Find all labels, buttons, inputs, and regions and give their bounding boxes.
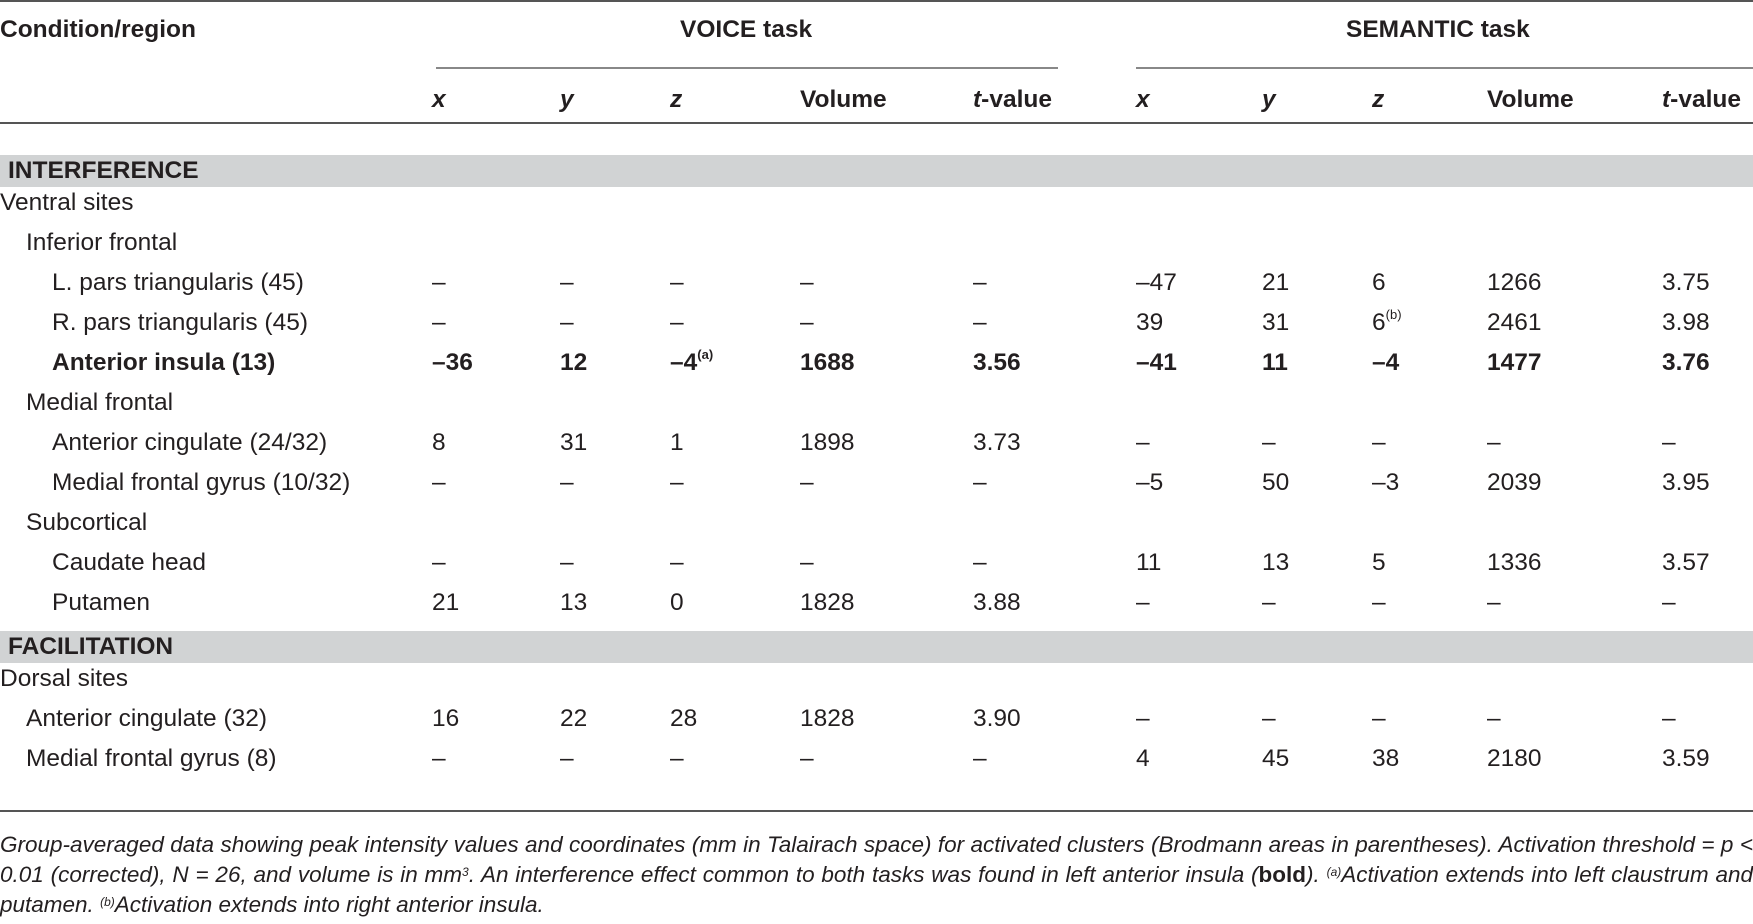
voice-cell: 3.73 — [973, 429, 1021, 456]
row-label: Anterior cingulate (32) — [26, 705, 268, 732]
voice-col-x — [432, 86, 446, 114]
semantic-cell: – — [1136, 589, 1150, 616]
semantic-cell: 3.59 — [1662, 745, 1710, 772]
semantic-col-z-italic: z — [1372, 86, 1385, 113]
semantic-col-t-value — [1662, 86, 1741, 114]
semantic-col-y-italic: y — [1262, 86, 1276, 113]
voice-cell: 3.90 — [973, 705, 1021, 732]
semantic-cell: 6$^{(b)}$ — [1372, 307, 1402, 336]
table-row — [0, 745, 1753, 785]
footnote-text-1: Group-averaged data showing peak intensity values and coordinates (mm in Talairach space) for activated clusters (Brodmann areas in parentheses). Activation threshold = p < 0.01 (corrected), N = 26, and volume is in mm — [0, 832, 1753, 887]
voice-cell: 1828 — [800, 705, 855, 732]
semantic-cell: – — [1262, 589, 1276, 616]
semantic-cell: – — [1487, 429, 1501, 456]
voice-cell: – — [432, 269, 446, 296]
voice-col-y — [560, 86, 574, 114]
bottom-rule — [0, 810, 1753, 812]
voice-task-underline — [436, 67, 1058, 69]
table-row — [0, 269, 1753, 309]
semantic-cell: –4 — [1372, 349, 1400, 376]
row-label: R. pars triangularis (45) — [52, 309, 308, 336]
voice-cell: – — [432, 309, 446, 336]
semantic-cell: 6 — [1372, 269, 1386, 296]
voice-z-footnote-mark: (a) — [697, 347, 714, 362]
voice-cell: 16 — [432, 705, 460, 732]
semantic-cell: – — [1662, 705, 1676, 732]
voice-cell: – — [432, 469, 446, 496]
semantic-cell: 11 — [1136, 549, 1162, 576]
semantic-cell: – — [1372, 705, 1386, 732]
voice-cell: – — [432, 549, 446, 576]
voice-cell: 13 — [560, 589, 588, 616]
header-rule — [0, 122, 1753, 124]
semantic-cell: 2039 — [1487, 469, 1542, 496]
semantic-cell: –3 — [1372, 469, 1400, 496]
voice-cell: – — [560, 469, 574, 496]
voice-cell: – — [800, 549, 814, 576]
table-row — [0, 389, 1753, 429]
semantic-cell: 3.57 — [1662, 549, 1710, 576]
table-row — [0, 589, 1753, 629]
row-label: Medial frontal gyrus (10/32) — [52, 469, 351, 496]
table-row — [0, 469, 1753, 509]
voice-col-t-italic: t — [973, 86, 982, 113]
semantic-col-t-italic: t — [1662, 86, 1671, 113]
table-row — [0, 665, 1753, 705]
semantic-cell: – — [1136, 429, 1150, 456]
voice-cell: – — [973, 745, 987, 772]
row-label: Anterior cingulate (24/32) — [52, 429, 328, 456]
voice-col-t-value — [973, 86, 1052, 114]
voice-cell: 28 — [670, 705, 698, 732]
voice-cell: – — [800, 745, 814, 772]
semantic-cell: – — [1372, 429, 1386, 456]
voice-cell: –36 — [432, 349, 473, 376]
voice-col-z — [670, 86, 682, 114]
row-label: Caudate head — [52, 549, 206, 576]
section-title: FACILITATION — [8, 633, 174, 660]
voice-cell: – — [432, 745, 446, 772]
semantic-cell: 3.75 — [1662, 269, 1710, 296]
semantic-col-y — [1262, 86, 1276, 114]
semantic-cell: 1266 — [1487, 269, 1542, 296]
voice-cell: – — [670, 269, 684, 296]
semantic-cell: 3.76 — [1662, 349, 1710, 376]
voice-cell: – — [560, 309, 574, 336]
semantic-cell: 4 — [1136, 745, 1150, 772]
voice-cell: 1 — [670, 429, 684, 456]
voice-cell: 3.56 — [973, 349, 1021, 376]
section-band-facilitation — [0, 631, 1753, 663]
footnote-sup-3: 3 — [462, 865, 469, 879]
semantic-cell: 5 — [1372, 549, 1386, 576]
header-semantic-task: SEMANTIC task — [1346, 16, 1530, 43]
row-label: L. pars triangularis (45) — [52, 269, 304, 296]
semantic-cell: – — [1136, 705, 1150, 732]
voice-cell: – — [973, 309, 987, 336]
semantic-cell: 1477 — [1487, 349, 1542, 376]
voice-cell: 0 — [670, 589, 684, 616]
voice-cell: –4$^{(a)}$ — [670, 347, 714, 376]
semantic-cell: 1336 — [1487, 549, 1542, 576]
semantic-cell: 21 — [1262, 269, 1290, 296]
table-row — [0, 549, 1753, 589]
semantic-task-underline — [1136, 67, 1753, 69]
row-label: Medial frontal gyrus (8) — [26, 745, 277, 772]
voice-cell: – — [560, 745, 574, 772]
voice-cell: – — [973, 549, 987, 576]
voice-col-y-italic: y — [560, 86, 574, 113]
voice-cell: – — [670, 309, 684, 336]
voice-cell: – — [560, 549, 574, 576]
row-label: Putamen — [52, 589, 151, 616]
voice-cell: 21 — [432, 589, 460, 616]
footnote-text-3: ). — [1306, 862, 1327, 887]
voice-cell: – — [800, 309, 814, 336]
table-row — [0, 189, 1753, 229]
voice-col-z-italic: z — [670, 86, 683, 113]
voice-cell: – — [670, 469, 684, 496]
voice-cell: – — [800, 269, 814, 296]
semantic-cell: – — [1487, 589, 1501, 616]
top-rule — [0, 0, 1753, 2]
semantic-z-footnote-mark: (b) — [1385, 307, 1402, 322]
semantic-cell: –41 — [1136, 349, 1177, 376]
voice-col-x-italic: x — [432, 86, 446, 113]
voice-col-volume: Volume — [800, 86, 887, 113]
row-label: Subcortical — [26, 509, 148, 536]
header-condition-region: Condition/region — [0, 16, 196, 43]
footnote-note-b: Activation extends into right anterior insula. — [114, 892, 544, 917]
semantic-cell: – — [1662, 589, 1676, 616]
semantic-cell: 11 — [1262, 349, 1288, 376]
semantic-cell: 38 — [1372, 745, 1400, 772]
voice-cell: – — [670, 745, 684, 772]
row-label: Dorsal sites — [0, 665, 128, 692]
row-label: Anterior insula (13) — [52, 349, 276, 376]
semantic-col-x — [1136, 86, 1150, 114]
voice-cell: – — [560, 269, 574, 296]
footnote-mark-b: (b) — [100, 895, 115, 909]
voice-cell: 1828 — [800, 589, 855, 616]
semantic-cell: 45 — [1262, 745, 1290, 772]
footnote-text-2: . An interference effect common to both tasks was found in left anterior insula ( — [468, 862, 1259, 887]
semantic-cell: –5 — [1136, 469, 1164, 496]
semantic-cell: 3.95 — [1662, 469, 1710, 496]
table-row — [0, 349, 1753, 389]
footnote-note-a: Activation extends into left claustrum and putamen. — [0, 862, 1753, 917]
table-footnote — [0, 830, 1753, 920]
voice-cell: 31 — [560, 429, 588, 456]
row-label: Medial frontal — [26, 389, 174, 416]
voice-cell: 1898 — [800, 429, 855, 456]
footnote-bold-word: bold — [1258, 862, 1307, 887]
semantic-cell: – — [1372, 589, 1386, 616]
header-voice-task: VOICE task — [680, 16, 813, 43]
voice-cell: – — [800, 469, 814, 496]
table-row — [0, 509, 1753, 549]
semantic-cell: – — [1262, 705, 1276, 732]
semantic-cell: 13 — [1262, 549, 1290, 576]
table-row — [0, 309, 1753, 349]
semantic-cell: 39 — [1136, 309, 1164, 336]
voice-cell: – — [973, 469, 987, 496]
voice-cell: – — [973, 269, 987, 296]
semantic-cell: – — [1262, 429, 1276, 456]
voice-cell: 8 — [432, 429, 446, 456]
semantic-col-t-suffix: -value — [1670, 86, 1741, 113]
semantic-cell: 2180 — [1487, 745, 1542, 772]
semantic-col-x-italic: x — [1136, 86, 1150, 113]
row-label: Inferior frontal — [26, 229, 178, 256]
table-row — [0, 429, 1753, 469]
semantic-cell: – — [1662, 429, 1676, 456]
section-band-interference — [0, 155, 1753, 187]
voice-cell: 22 — [560, 705, 588, 732]
voice-cell: 12 — [560, 349, 588, 376]
semantic-cell: 3.98 — [1662, 309, 1710, 336]
table-row — [0, 229, 1753, 269]
section-title: INTERFERENCE — [8, 157, 199, 184]
semantic-cell: – — [1487, 705, 1501, 732]
voice-cell: – — [670, 549, 684, 576]
table-row — [0, 705, 1753, 745]
voice-col-t-suffix: -value — [981, 86, 1052, 113]
semantic-cell: 2461 — [1487, 309, 1542, 336]
row-label: Ventral sites — [0, 189, 134, 216]
semantic-cell: –47 — [1136, 269, 1177, 296]
semantic-cell: 31 — [1262, 309, 1290, 336]
voice-cell: 1688 — [800, 349, 855, 376]
semantic-cell: 50 — [1262, 469, 1290, 496]
semantic-col-volume: Volume — [1487, 86, 1574, 113]
semantic-col-z — [1372, 86, 1384, 114]
voice-cell: 3.88 — [973, 589, 1021, 616]
footnote-mark-a: (a) — [1326, 865, 1342, 879]
